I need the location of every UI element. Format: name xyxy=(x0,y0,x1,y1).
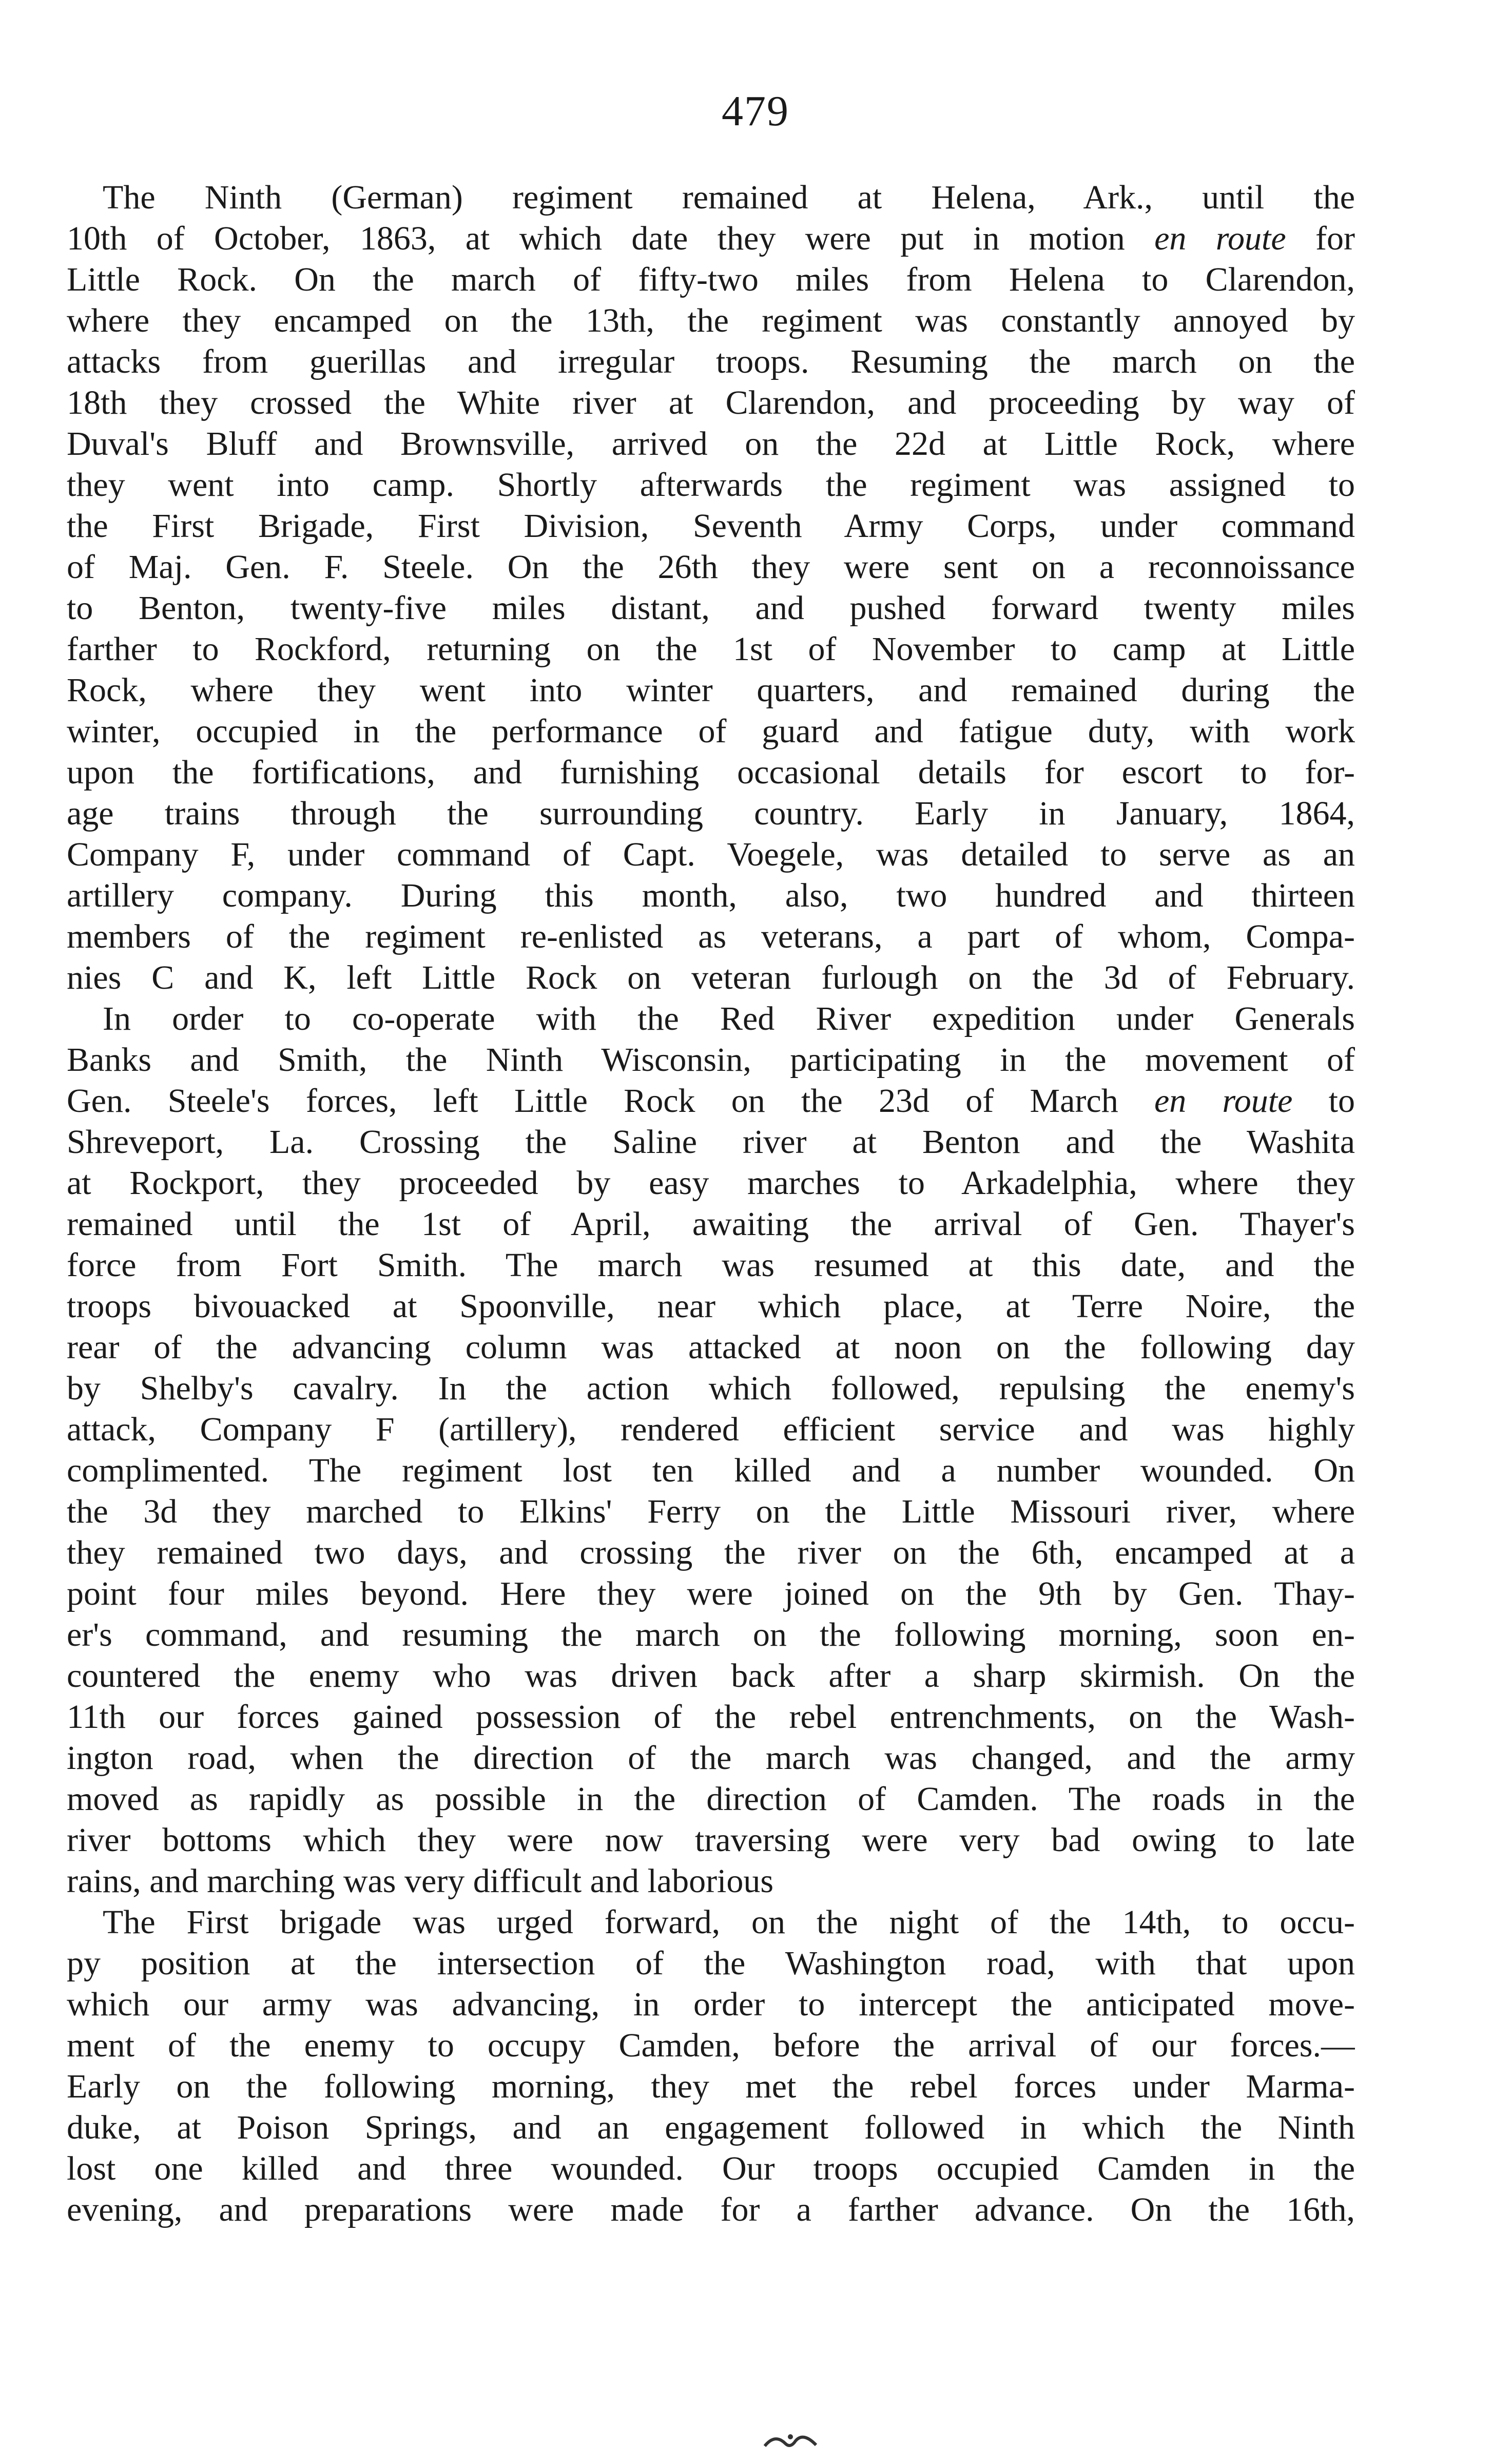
text-line xyxy=(67,957,1355,998)
text-run: point four miles beyond. Here they were joined on the 9th by Gen. Thay- xyxy=(67,1575,1355,1612)
text-line xyxy=(67,300,1355,341)
text-line xyxy=(67,588,1355,629)
text-run: moved as rapidly as possible in the direction of Camden. The roads in the xyxy=(67,1780,1355,1818)
text-line xyxy=(67,1368,1355,1409)
text-line xyxy=(67,506,1355,547)
text-line xyxy=(67,752,1355,793)
text-run: The First brigade was urged forward, on the night of the 14th, to occu- xyxy=(103,1903,1355,1941)
text-run: to Benton, twenty-five miles distant, and pushed forward twenty miles xyxy=(67,589,1355,627)
text-line xyxy=(67,1409,1355,1450)
text-run: Little Rock. On the march of fifty-two miles from Helena to Clarendon, xyxy=(67,261,1355,298)
text-run: lost one killed and three wounded. Our troops occupied Camden in the xyxy=(67,2150,1355,2187)
text-run: winter, occupied in the performance of guard and fatigue duty, with work xyxy=(67,713,1355,750)
text-line xyxy=(67,875,1355,916)
text-line xyxy=(67,424,1355,465)
text-run: rains, and marching was very difficult and laborious xyxy=(67,1862,774,1900)
text-line xyxy=(67,1245,1355,1286)
printer-ornament-icon xyxy=(760,2431,821,2451)
text-line xyxy=(67,1779,1355,1820)
text-run: they went into camp. Shortly afterwards the regiment was assigned to xyxy=(67,466,1355,504)
text-line xyxy=(67,1286,1355,1327)
text-run: farther to Rockford, returning on the 1st of November to camp at Little xyxy=(67,630,1355,668)
page-number: 479 xyxy=(722,87,789,135)
text-run: of Maj. Gen. F. Steele. On the 26th they were sent on a reconnoissance xyxy=(67,548,1355,586)
text-run: nies C and K, left Little Rock on veteran furlough on the 3d of February. xyxy=(67,959,1355,996)
text-run: remained until the 1st of April, awaiting the arrival of Gen. Thayer's xyxy=(67,1205,1355,1243)
text-line xyxy=(67,341,1355,382)
text-line xyxy=(67,1697,1355,1738)
text-line xyxy=(67,1656,1355,1697)
text-run: In order to co-operate with the Red River expedition under Generals xyxy=(103,1000,1355,1037)
text-line xyxy=(67,834,1355,875)
text-run: where they encamped on the 13th, the regiment was constantly annoyed by xyxy=(67,302,1355,339)
text-line xyxy=(67,1327,1355,1368)
text-line xyxy=(67,1450,1355,1491)
italic-phrase: en route xyxy=(1154,1082,1293,1120)
text-run: ington road, when the direction of the march was changed, and the army xyxy=(67,1739,1355,1777)
text-run: rear of the advancing column was attacked at noon on the following day xyxy=(67,1329,1355,1366)
text-line xyxy=(67,2148,1355,2189)
text-run: troops bivouacked at Spoonville, near which place, at Terre Noire, the xyxy=(67,1287,1355,1325)
text-line xyxy=(67,547,1355,588)
text-run: which our army was advancing, in order to intercept the anticipated move- xyxy=(67,1986,1355,2023)
text-run: The Ninth (German) regiment remained at Helena, Ark., until the xyxy=(103,179,1355,216)
text-line xyxy=(67,1204,1355,1245)
text-line xyxy=(67,711,1355,752)
text-line xyxy=(67,259,1355,300)
italic-phrase: en route xyxy=(1154,220,1286,257)
text-run: to xyxy=(1292,1082,1355,1120)
text-line xyxy=(67,1902,1355,1943)
text-run: attack, Company F (artillery), rendered efficient service and was highly xyxy=(67,1411,1355,1448)
text-line xyxy=(67,1491,1355,1532)
text-line xyxy=(67,2107,1355,2148)
text-run: attacks from guerillas and irregular troops. Resuming the march on the xyxy=(67,343,1355,380)
text-run: age trains through the surrounding country. Early in January, 1864, xyxy=(67,795,1355,832)
text-run: they remained two days, and crossing the river on the 6th, encamped at a xyxy=(67,1534,1355,1571)
text-run: evening, and preparations were made for a farther advance. On the 16th, xyxy=(67,2191,1355,2228)
text-run: py position at the intersection of the Washington road, with that upon xyxy=(67,1945,1355,1982)
text-line xyxy=(67,998,1355,1040)
text-run: 18th they crossed the White river at Clarendon, and proceeding by way of xyxy=(67,384,1355,421)
text-run: by Shelby's cavalry. In the action which followed, repulsing the enemy's xyxy=(67,1370,1355,1407)
text-line xyxy=(67,670,1355,711)
text-run: ment of the enemy to occupy Camden, before the arrival of our forces.— xyxy=(67,2027,1355,2064)
text-line xyxy=(67,1040,1355,1081)
text-run: 10th of October, 1863, at which date they were put in motion xyxy=(67,220,1155,257)
text-line xyxy=(67,1081,1355,1122)
text-run: Banks and Smith, the Ninth Wisconsin, participating in the movement of xyxy=(67,1041,1355,1079)
text-run: artillery company. During this month, also, two hundred and thirteen xyxy=(67,877,1355,914)
text-run: the First Brigade, First Division, Seventh Army Corps, under command xyxy=(67,507,1355,545)
text-line xyxy=(67,382,1355,424)
text-run: countered the enemy who was driven back after a sharp skirmish. On the xyxy=(67,1657,1355,1695)
text-run: at Rockport, they proceeded by easy marches to Arkadelphia, where they xyxy=(67,1164,1355,1202)
text-run: 11th our forces gained possession of the rebel entrenchments, on the Wash- xyxy=(67,1698,1355,1736)
text-line xyxy=(67,2025,1355,2066)
text-run: the 3d they marched to Elkins' Ferry on the Little Missouri river, where xyxy=(67,1493,1355,1530)
text-line xyxy=(67,1122,1355,1163)
text-line xyxy=(67,1984,1355,2025)
text-run: Duval's Bluff and Brownsville, arrived on the 22d at Little Rock, where xyxy=(67,425,1355,463)
text-run: duke, at Poison Springs, and an engagement followed in which the Ninth xyxy=(67,2109,1355,2146)
text-run: upon the fortifications, and furnishing occasional details for escort to for- xyxy=(67,754,1355,791)
text-line xyxy=(67,1738,1355,1779)
text-run: Early on the following morning, they met the rebel forces under Marma- xyxy=(67,2068,1355,2105)
text-line xyxy=(67,2189,1355,2230)
body-text xyxy=(67,177,1355,2230)
text-run: Rock, where they went into winter quarters, and remained during the xyxy=(67,671,1355,709)
text-run: force from Fort Smith. The march was resumed at this date, and the xyxy=(67,1246,1355,1284)
text-line xyxy=(67,177,1355,218)
text-line xyxy=(67,1820,1355,1861)
text-line xyxy=(67,465,1355,506)
text-line xyxy=(67,218,1355,259)
text-line xyxy=(67,1943,1355,1984)
text-line xyxy=(67,2066,1355,2107)
text-run: river bottoms which they were now traversing were very bad owing to late xyxy=(67,1821,1355,1859)
text-line xyxy=(67,1861,1355,1902)
text-run: Gen. Steele's forces, left Little Rock on the 23d of March xyxy=(67,1082,1154,1120)
text-run: Shreveport, La. Crossing the Saline river at Benton and the Washita xyxy=(67,1123,1355,1161)
text-line xyxy=(67,793,1355,834)
text-line xyxy=(67,1573,1355,1614)
text-run: for xyxy=(1286,220,1355,257)
text-line xyxy=(67,1532,1355,1573)
text-run: Company F, under command of Capt. Voegele, was detailed to serve as an xyxy=(67,836,1355,873)
text-line xyxy=(67,1163,1355,1204)
text-run: er's command, and resuming the march on the following morning, soon en- xyxy=(67,1616,1355,1653)
text-run: complimented. The regiment lost ten killed and a number wounded. On xyxy=(67,1452,1355,1489)
text-line xyxy=(67,1614,1355,1656)
text-line xyxy=(67,916,1355,957)
text-line xyxy=(67,629,1355,670)
text-run: members of the regiment re-enlisted as veterans, a part of whom, Compa- xyxy=(67,918,1355,955)
